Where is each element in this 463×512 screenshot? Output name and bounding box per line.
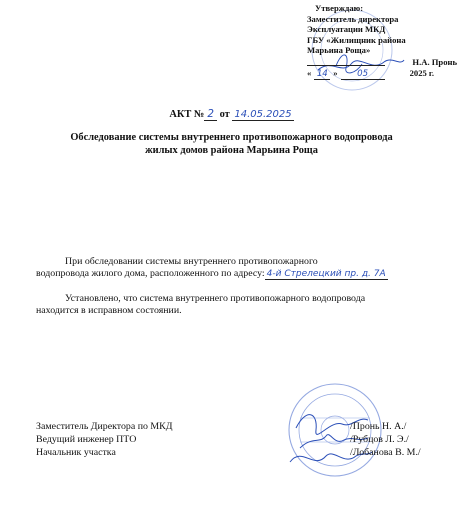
approval-heading: Утверждаю:: [315, 3, 364, 13]
name-pron: /Пронь Н. А./: [350, 421, 407, 432]
approval-line-2: Эксплуатации МКД: [307, 24, 386, 35]
address-value: 4-й Стрелецкий пр. д. 7А: [266, 269, 386, 279]
document-subject: [0, 132, 463, 157]
paragraph-1-line-1: При обследовании системы внутреннего противопожарного: [65, 256, 318, 267]
approval-name-line: [307, 57, 457, 68]
act-prefix: АКТ №: [169, 109, 205, 120]
act-title: [0, 108, 463, 120]
approval-date: [307, 68, 457, 81]
signature-blank: [307, 57, 385, 66]
name-rubtsov: /Рубцов Л. Э./: [350, 434, 409, 445]
name-lobanova: /Лобанова В. М./: [350, 447, 421, 458]
approval-block: [307, 3, 457, 80]
quote-open: «: [307, 67, 312, 78]
act-date: 14.05.2025: [234, 109, 292, 120]
quote-close: »: [333, 67, 338, 78]
role-section-head: Начальник участка: [36, 447, 116, 458]
act-from: от: [219, 109, 230, 120]
act-number: 2: [204, 108, 217, 121]
approval-line-1: Заместитель директора: [307, 13, 399, 24]
paragraph-1-line-2: [36, 268, 388, 280]
signatory-names: [350, 420, 421, 459]
subject-line-1: Обследование системы внутреннего противопожарного водопровода: [70, 132, 393, 143]
address-label: водопровода жилого дома, расположенного по адресу:: [36, 268, 265, 279]
approval-date-day: 14: [314, 69, 330, 81]
approval-date-year: 2025 г.: [409, 67, 435, 78]
paragraph-2-line-1: Установлено, что система внутреннего противопожарного водопровода: [65, 293, 366, 304]
role-lead-engineer: Ведущий инженер ПТО: [36, 434, 137, 445]
subject-line-2: жилых домов района Марьина Роща: [145, 144, 318, 156]
role-deputy-director: Заместитель Директора по МКД: [36, 421, 173, 432]
approval-date-month: 05: [341, 69, 385, 81]
signatory-roles: [36, 420, 173, 459]
approval-line-4: Марьина Роща»: [307, 45, 371, 56]
approval-line-3: ГБУ «Жилищник района: [307, 34, 406, 45]
approval-name: Н.А. Пронь: [412, 56, 457, 67]
paragraph-2-line-2: находится в исправном состоянии.: [36, 305, 182, 316]
